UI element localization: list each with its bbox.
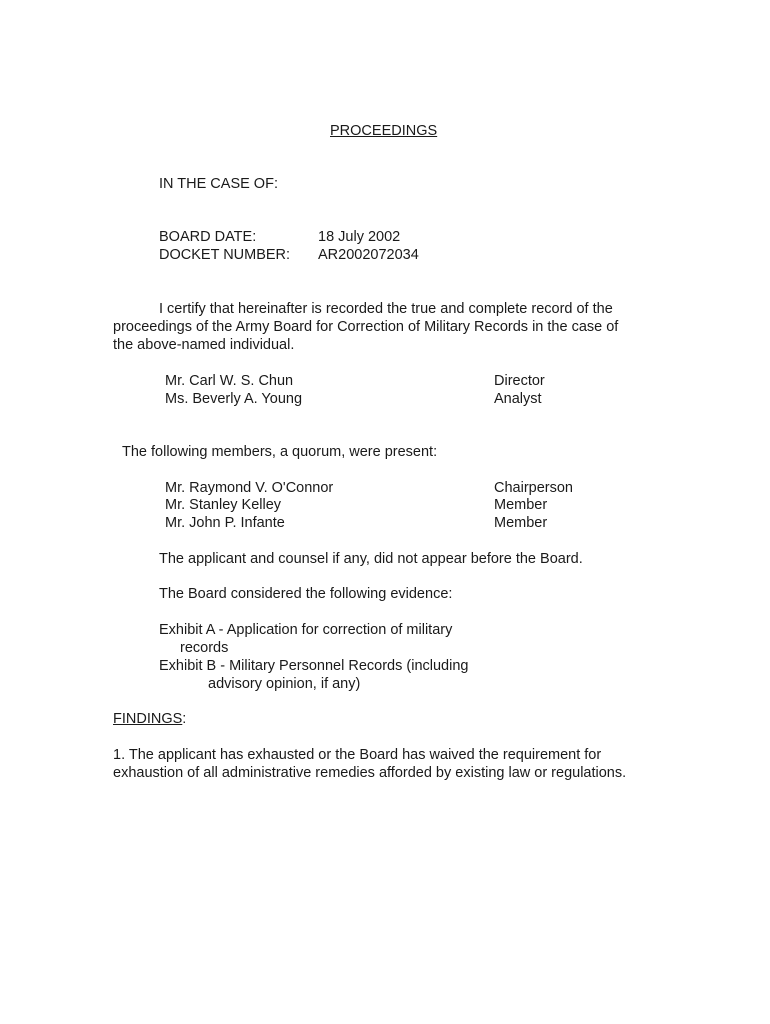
case-label: IN THE CASE OF: <box>159 176 278 192</box>
finding-line: exhaustion of all administrative remedies afforded by existing law or regulations. <box>113 765 627 781</box>
findings-heading <box>113 710 186 728</box>
docket-number-value: AR2002072034 <box>318 247 419 263</box>
member-role: Member <box>494 497 548 513</box>
applicant-text: The applicant and counsel if any, did not appear before the Board. <box>159 551 583 567</box>
docket-number-label: DOCKET NUMBER: <box>159 247 291 263</box>
member-name: Mr. Stanley Kelley <box>165 497 282 513</box>
member-name: Mr. Raymond V. O'Connor <box>165 480 334 496</box>
finding-line: 1. The applicant has exhausted or the Board has waived the requirement for <box>113 747 602 763</box>
staff-role: Analyst <box>494 391 542 407</box>
certify-line: I certify that hereinafter is recorded the true and complete record of the <box>159 301 613 317</box>
evidence-text: The Board considered the following evidence: <box>159 586 453 602</box>
page-title: PROCEEDINGS <box>330 123 438 139</box>
findings-colon: : <box>182 711 187 727</box>
member-role: Member <box>494 515 548 531</box>
staff-role: Director <box>494 373 545 389</box>
exhibit-line: advisory opinion, if any) <box>208 676 361 692</box>
certify-line: the above-named individual. <box>113 337 295 353</box>
findings-label: FINDINGS <box>113 711 183 727</box>
member-role: Chairperson <box>494 480 573 496</box>
member-name: Mr. John P. Infante <box>165 515 285 531</box>
exhibit-line: records <box>180 640 229 656</box>
exhibit-line: Exhibit B - Military Personnel Records (including <box>159 658 469 674</box>
exhibit-line: Exhibit A - Application for correction of military <box>159 622 453 638</box>
certify-line: proceedings of the Army Board for Correction of Military Records in the case of <box>113 319 619 335</box>
board-date-label: BOARD DATE: <box>159 229 257 245</box>
staff-name: Ms. Beverly A. Young <box>165 391 303 407</box>
quorum-text: The following members, a quorum, were present: <box>122 444 438 460</box>
board-date-value: 18 July 2002 <box>318 229 401 245</box>
staff-name: Mr. Carl W. S. Chun <box>165 373 294 389</box>
